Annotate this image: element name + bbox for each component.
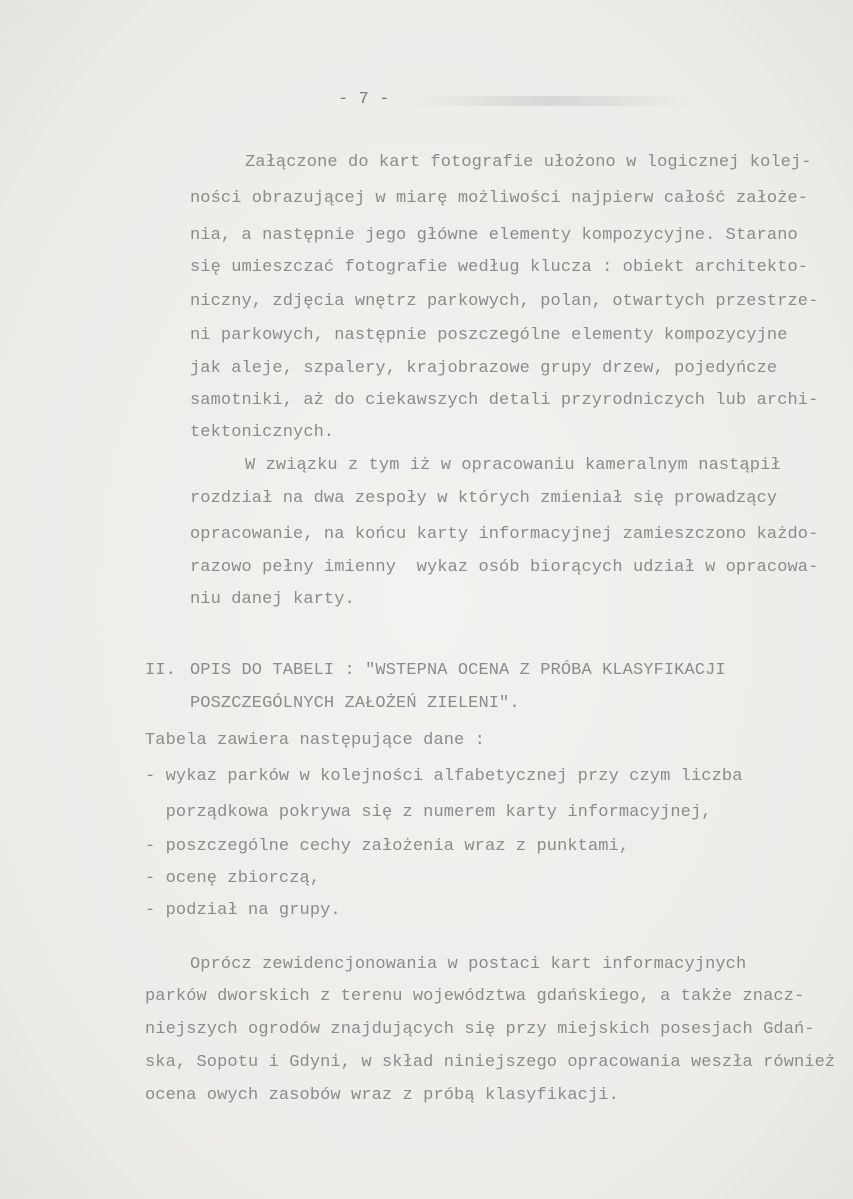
paragraph1-line: się umieszczać fotografie według klucza : obiekt architekto- [190, 258, 809, 277]
paragraph1-line: jak aleje, szpalery, krajobrazowe grupy drzew, pojedyńcze [190, 359, 778, 378]
paragraph2-line: opracowanie, na końcu karty informacyjnej zamieszczono każdo- [190, 525, 819, 544]
paragraph1-line: tektonicznych. [190, 423, 335, 442]
paragraph3-line: parków dworskich z terenu województwa gdańskiego, a także znacz- [145, 987, 805, 1006]
smudge-mark [410, 96, 690, 106]
paragraph3-line: ska, Sopotu i Gdyni, w skład niniejszego opracowania weszła również [145, 1053, 836, 1072]
paragraph1-line: samotniki, aż do ciekawszych detali przyrodniczych lub archi- [190, 391, 819, 410]
paragraph1-line: niczny, zdjęcia wnętrz parkowych, polan, otwartych przestrze- [190, 292, 819, 311]
list-item: - podział na grupy. [145, 901, 341, 920]
paragraph1-line: nia, a następnie jego główne elementy kompozycyjne. Starano [190, 226, 798, 245]
paragraph1-line: Załączone do kart fotografie ułożono w logicznej kolej- [245, 153, 812, 172]
list-item: - wykaz parków w kolejności alfabetycznej przy czym liczba [145, 767, 743, 786]
paragraph3-line: niejszych ogrodów znajdujących się przy miejskich posesjach Gdań- [145, 1020, 815, 1039]
section-number: II. [145, 661, 176, 680]
paragraph2-line: rozdział na dwa zespoły w których zmieniał się prowadzący [190, 489, 778, 508]
list-item: - poszczególne cechy założenia wraz z punktami, [145, 837, 630, 856]
paragraph1-line: ności obrazującej w miarę możliwości najpierw całość założe- [190, 189, 809, 208]
page-number: - 7 - [338, 90, 390, 109]
paragraph3-line: ocena owych zasobów wraz z próbą klasyfikacji. [145, 1086, 619, 1105]
paragraph1-line: ni parkowych, następnie poszczególne elementy kompozycyjne [190, 326, 788, 345]
list-item: - ocenę zbiorczą, [145, 869, 321, 888]
paragraph2-line: W związku z tym iż w opracowaniu kameralnym nastąpił [245, 456, 781, 475]
table-intro: Tabela zawiera następujące dane : [145, 731, 485, 750]
paragraph2-line: razowo pełny imienny wykaz osób biorących udział w opracowa- [190, 558, 819, 577]
paragraph3-line: Oprócz zewidencjonowania w postaci kart informacyjnych [190, 955, 747, 974]
list-item: porządkowa pokrywa się z numerem karty informacyjnej, [145, 803, 712, 822]
section-heading-line: OPIS DO TABELI : "WSTEPNA OCENA Z PRÓBA KLASYFIKACJI [190, 661, 726, 680]
section-heading-line: POSZCZEGÓLNYCH ZAŁOŻEŃ ZIELENI". [190, 694, 520, 713]
paragraph2-line: niu danej karty. [190, 590, 355, 609]
